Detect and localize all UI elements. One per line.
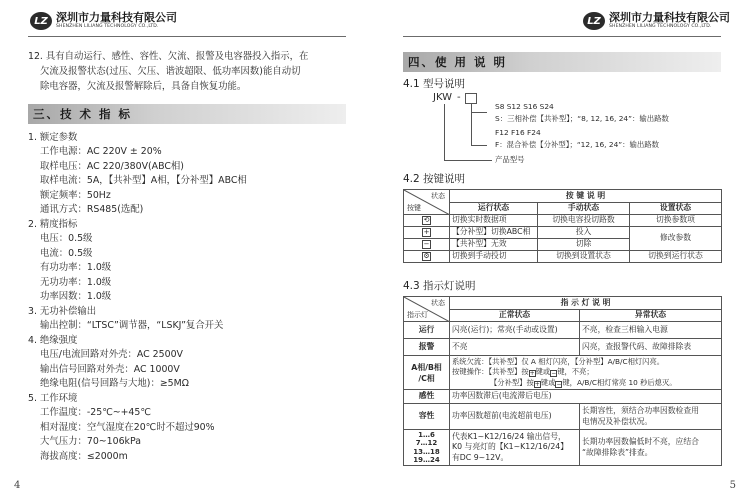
spec5-line: 大气压力：70~106kPa (40, 436, 141, 447)
model-bracket-line (471, 112, 487, 113)
lamps-row: 感性 功率因数滞后(电流滞后电压) (404, 390, 722, 404)
spec2-line: 功率因数：1.0级 (40, 291, 112, 302)
minus-key-icon: − (556, 380, 562, 388)
model-prefix: JKW (433, 92, 453, 103)
plus-key-icon: + (534, 380, 540, 388)
spec2-line: 电压：0.5级 (40, 233, 93, 244)
lamps-col-header: 异常状态 (580, 310, 722, 322)
lamps-group-header: 指 示 灯 说 明 (450, 297, 722, 310)
model-bracket-line (444, 104, 445, 161)
keys-col-header: 手动状态 (538, 203, 630, 215)
spec5-line: 工作温度：-25℃~+45℃ (40, 407, 151, 418)
plus-key-icon: + (423, 227, 430, 236)
section-title-usage: 四、使 用 说 明 (403, 52, 721, 72)
spec4-line: 输出信号回路对外壳：AC 1000V (40, 364, 180, 375)
logo-mark-icon: LZ (30, 12, 52, 30)
spec3-head: 3. 无功补偿输出 (28, 306, 97, 317)
lamps-row: 1…6 7…12 13…18 19…24 代表K1~K12/16/24 输出信号， K0 与亮灯的【K1~K12/16/24】 有DC 9~12V。 长期功率因数偏低时不亮，应结合 “故障排除表”排查。 (404, 430, 722, 466)
subsection-model: 4.1 型号说明 (403, 78, 466, 90)
page-number: 5 (729, 480, 736, 491)
minus-key-icon: − (423, 239, 430, 248)
lamps-row: A相/B相 /C相 系统欠流：【共补型】仅 A 相灯闪亮，【分补型】A/B/C相灯闪亮。 按键操作：【共补型】按+键或−键，不亮； 【分补型】按+键或−键，A/B/C相灯常亮 10 秒后熄灭。 (404, 356, 722, 390)
plus-key-icon: + (529, 370, 535, 378)
cycle-key-icon: ⟲ (423, 215, 430, 224)
item12-line1: 12. 具有自动运行、感性、容性、欠流、报警及电容器投入指示，在 (28, 51, 309, 62)
lamps-row: 容性 功率因数超前(电流超前电压) 长期容性，须结合功率因数检查用 电情况及补偿状况。 (404, 404, 722, 430)
model-dash: - (457, 92, 461, 103)
keys-table (403, 189, 722, 263)
spec1-head: 1. 额定参数 (28, 132, 78, 143)
spec1-line: 通讯方式：RS485(选配) (40, 204, 144, 215)
model-bracket-line (471, 104, 472, 146)
lamps-row: 报警 不亮 闪亮，查报警代码、故障排除表 (404, 339, 722, 356)
spec2-line: 有功功率：1.0级 (40, 262, 112, 273)
header-divider (28, 36, 346, 37)
keys-col-header: 设置状态 (630, 203, 722, 215)
spec1-line: 工作电源：AC 220V ± 20% (40, 146, 162, 157)
logo-mark-icon: LZ (583, 12, 605, 30)
spec1-line: 取样电压：AC 220/380V(ABC相) (40, 161, 184, 172)
spec5-line: 相对湿度：空气湿度在20℃时不超过90% (40, 422, 215, 433)
spec4-line: 绝缘电阻(信号回路与大地)：≥5MΩ (40, 378, 189, 389)
keys-row: − 【共补型】无效 切除 (404, 239, 722, 251)
company-name-en: SHENZHEN LILIANG TECHNOLOGY CO.,LTD. (56, 24, 159, 29)
section-title-specs: 三、技 术 指 标 (28, 104, 346, 124)
item12-line2: 欠流及报警状态(过压、欠压、谐波超限、低功率因数)能自动切 (40, 66, 301, 77)
spec2-line: 无功功率：1.0级 (40, 277, 112, 288)
lamps-col-header: 正常状态 (450, 310, 580, 322)
keys-col-header: 运行状态 (450, 203, 538, 215)
spec1-line: 取样电流：5A，【共补型】A相，【分补型】ABC相 (40, 175, 247, 186)
spec1-line: 额定频率：50Hz (40, 190, 111, 201)
keys-group-header: 按 键 说 明 (450, 190, 722, 203)
page-number: 4 (14, 480, 21, 491)
keys-row: ⟲ 切换实时数据项 切换电容投切路数 切换参数项 (404, 215, 722, 227)
subsection-keys: 4.2 按键说明 (403, 173, 466, 185)
model-product-label: 产品型号 (495, 155, 525, 164)
subsection-lamps: 4.3 指示灯说明 (403, 280, 476, 292)
model-code-box (465, 93, 477, 104)
model-s-desc: S：三相补偿【共补型】；“8, 12, 16, 24”：输出路数 (495, 114, 669, 123)
spec3-line: 输出控制：“LTSC”调节器，“LSKJ”复合开关 (40, 320, 224, 331)
company-name-cn: 深圳市力量科技有限公司 (56, 11, 177, 24)
spec5-line: 海拔高度：≤2000m (40, 451, 128, 462)
header-divider (403, 36, 721, 37)
right-page (375, 0, 750, 501)
minus-key-icon: − (551, 370, 557, 378)
model-s-codes: S8 S12 S16 S24 (495, 102, 554, 111)
spec2-line: 电流：0.5级 (40, 248, 93, 259)
company-logo (30, 12, 177, 30)
item12-line3: 除电容器，欠流及报警解除后，具备自恢复功能。 (40, 81, 247, 92)
model-f-codes: F12 F16 F24 (495, 128, 541, 137)
company-name-en: SHENZHEN LILIANG TECHNOLOGY CO.,LTD. (609, 24, 712, 29)
keys-row: ⚙ 切换到手动投切 切换到设置状态 切换到运行状态 (404, 251, 722, 263)
spec4-line: 电压/电流回路对外壳：AC 2500V (40, 349, 183, 360)
spec2-head: 2. 精度指标 (28, 219, 78, 230)
keys-corner-cell: 状态 按键 (404, 190, 450, 215)
lamps-table (403, 296, 722, 466)
company-logo (583, 12, 730, 30)
spec5-head: 5. 工作环境 (28, 393, 78, 404)
settings-key-icon: ⚙ (423, 251, 430, 260)
model-bracket-line (471, 145, 487, 146)
lamps-row: 运行 闪亮(运行)；常亮(手动或设置) 不亮，检查三相输入电源 (404, 322, 722, 339)
lamps-corner-cell: 状态 指示灯 (404, 297, 450, 322)
model-bracket-line (444, 160, 492, 161)
keys-row: + 【分补型】切换ABC相 投入 修改参数 (404, 227, 722, 239)
spec4-head: 4. 绝缘强度 (28, 335, 78, 346)
model-f-desc: F：混合补偿【分补型】；“12, 16, 24”：输出路数 (495, 140, 660, 149)
company-name-cn: 深圳市力量科技有限公司 (609, 11, 730, 24)
